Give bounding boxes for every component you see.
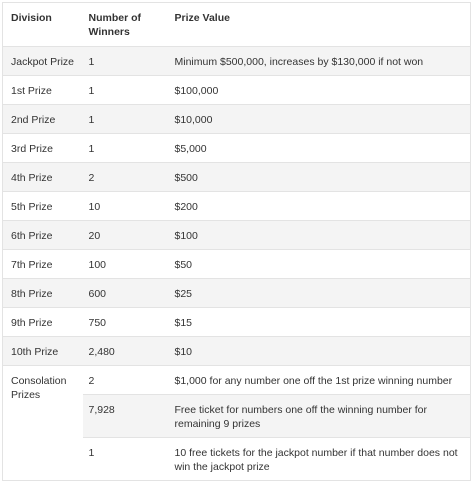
table-row — [3, 192, 471, 221]
cell-division: 2nd Prize — [3, 105, 83, 134]
cell-winners: 100 — [83, 250, 167, 279]
table-row — [3, 105, 471, 134]
cell-prize-value: $500 — [167, 163, 471, 192]
cell-prize-value: $1,000 for any number one off the 1st prize winning number — [167, 366, 471, 395]
header-winners: Number of Winners — [83, 3, 167, 47]
table-row — [3, 47, 471, 76]
cell-winners: 1 — [83, 438, 167, 481]
table-row — [3, 250, 471, 279]
cell-prize-value: $10,000 — [167, 105, 471, 134]
table-row — [3, 279, 471, 308]
table-row — [3, 221, 471, 250]
prize-table — [2, 2, 471, 481]
cell-prize-value: $25 — [167, 279, 471, 308]
cell-prize-value: $15 — [167, 308, 471, 337]
table-row — [3, 308, 471, 337]
cell-prize-value: $5,000 — [167, 134, 471, 163]
cell-winners: 1 — [83, 105, 167, 134]
cell-division: 7th Prize — [3, 250, 83, 279]
cell-prize-value: $50 — [167, 250, 471, 279]
cell-division: 5th Prize — [3, 192, 83, 221]
table-row — [3, 337, 471, 366]
cell-prize-value: Minimum $500,000, increases by $130,000 if not won — [167, 47, 471, 76]
cell-division: 4th Prize — [3, 163, 83, 192]
cell-prize-value: $100,000 — [167, 76, 471, 105]
cell-winners: 750 — [83, 308, 167, 337]
cell-division: 10th Prize — [3, 337, 83, 366]
cell-winners: 2 — [83, 163, 167, 192]
cell-prize-value: $100 — [167, 221, 471, 250]
cell-prize-value: $10 — [167, 337, 471, 366]
cell-winners: 7,928 — [83, 395, 167, 438]
cell-division: 1st Prize — [3, 76, 83, 105]
cell-division: 9th Prize — [3, 308, 83, 337]
table-row — [3, 366, 471, 395]
cell-winners: 1 — [83, 47, 167, 76]
cell-division: 8th Prize — [3, 279, 83, 308]
table-row — [3, 76, 471, 105]
cell-prize-value: Free ticket for numbers one off the winning number for remaining 9 prizes — [167, 395, 471, 438]
header-division: Division — [3, 3, 83, 47]
table-row — [3, 163, 471, 192]
cell-winners: 20 — [83, 221, 167, 250]
cell-division: 6th Prize — [3, 221, 83, 250]
cell-winners: 2 — [83, 366, 167, 395]
cell-prize-value: 10 free tickets for the jackpot number if that number does not win the jackpot prize — [167, 438, 471, 481]
cell-winners: 1 — [83, 76, 167, 105]
cell-division: Jackpot Prize — [3, 47, 83, 76]
cell-winners: 10 — [83, 192, 167, 221]
cell-winners: 1 — [83, 134, 167, 163]
cell-division-consolation: Consolation Prizes — [3, 366, 83, 481]
table-row — [3, 134, 471, 163]
header-prize-value: Prize Value — [167, 3, 471, 47]
cell-winners: 600 — [83, 279, 167, 308]
cell-division: 3rd Prize — [3, 134, 83, 163]
cell-prize-value: $200 — [167, 192, 471, 221]
cell-winners: 2,480 — [83, 337, 167, 366]
table-header-row — [3, 3, 471, 47]
